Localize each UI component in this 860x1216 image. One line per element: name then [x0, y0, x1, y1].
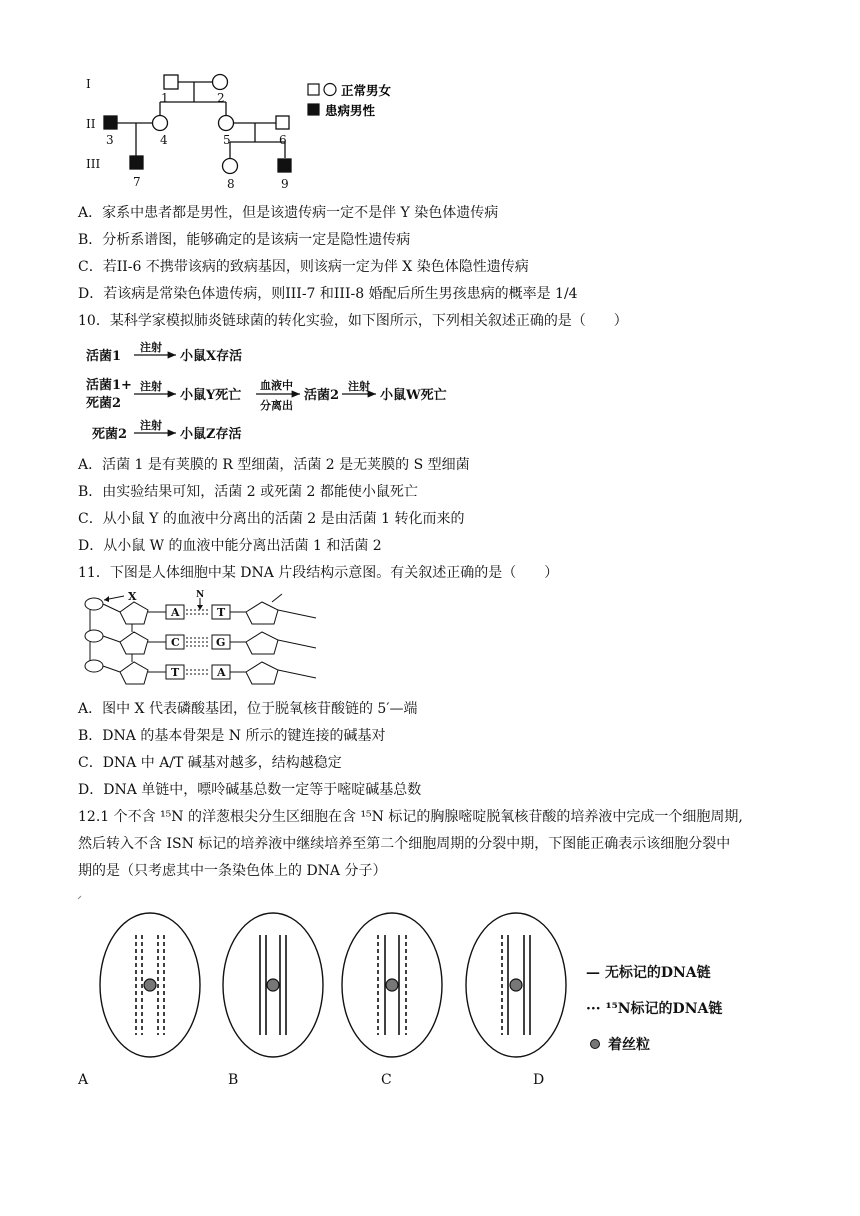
q10-option-c: C．从小鼠 Y 的血液中分离出的活菌 2 是由活菌 1 转化而来的 — [78, 511, 465, 527]
centromere-b — [267, 979, 279, 991]
dna-base-right-1: T — [217, 606, 226, 619]
q12-choice-b: B — [228, 1072, 239, 1088]
flow-row2-sep-a: 血液中 — [260, 379, 293, 392]
legend-affected-label: 患病男性 — [325, 103, 376, 118]
legend-unlabeled: — 无标记的DNA链 — [586, 965, 711, 981]
transformation-flow-diagram — [84, 338, 464, 450]
gen-label-3: III — [86, 157, 101, 171]
flow-row3-from: 死菌2 — [92, 427, 128, 442]
flow-row2-inject2: 注射 — [348, 380, 370, 393]
dna-base-left-2: C — [171, 636, 180, 649]
q11-option-b: B．DNA 的基本骨架是 N 所示的键连接的碱基对 — [78, 728, 386, 744]
flow-row1-inject: 注射 — [140, 341, 162, 354]
centromere-d — [510, 979, 522, 991]
q10-option-b: B．由实验结果可知，活菌 2 或死菌 2 都能使小鼠死亡 — [78, 484, 418, 500]
q10-stem: 10．某科学家模拟肺炎链球菌的转化实验，如下图所示，下列相关叙述正确的是（ ） — [78, 313, 628, 329]
dna-label-x: X — [128, 590, 137, 603]
dna-structure-diagram — [82, 590, 322, 690]
dna-label-n: N — [196, 590, 205, 600]
flow-row2-to: 小鼠W死亡 — [380, 388, 447, 403]
ped-num-8: 8 — [227, 177, 235, 191]
ped-num-3: 3 — [106, 133, 114, 147]
pedigree-diagram — [80, 68, 410, 196]
flow-row3-inject: 注射 — [140, 419, 162, 432]
q12-choice-d: D — [533, 1072, 545, 1088]
ped-num-6: 6 — [279, 133, 287, 147]
flow-row3-to: 小鼠Z存活 — [180, 427, 242, 442]
flow-row2-from-a: 活菌1+ — [86, 378, 132, 393]
q10-option-a: A．活菌 1 是有荚膜的 R 型细菌，活菌 2 是无荚膜的 S 型细菌 — [78, 457, 470, 473]
ped-num-7: 7 — [133, 175, 141, 189]
q11-option-a: A．图中 X 代表磷酸基团，位于脱氧核苷酸链的 5′—端 — [78, 701, 418, 717]
q12-stem-line2: 然后转入不含 ISN 标记的培养液中继续培养至第二个细胞周期的分裂中期，下图能正确表示该细胞分裂中 — [78, 836, 731, 852]
q9-option-a: A．家系中患者都是男性，但是该遗传病一定不是伴 Y 染色体遗传病 — [78, 205, 499, 221]
q11-stem: 11．下图是人体细胞中某 DNA 片段结构示意图。有关叙述正确的是（ ） — [78, 565, 559, 581]
flow-row2-inject: 注射 — [140, 380, 162, 393]
q12-stem-line1: 12.1 个不含 ¹⁵N 的洋葱根尖分生区细胞在含 ¹⁵N 标记的胸腺嘧啶脱氧核苷酸的培养液中完成一个细胞周期, — [78, 809, 743, 825]
q9-option-b: B．分析系谱图，能够确定的是该病一定是隐性遗传病 — [78, 232, 411, 248]
gen-label-2: II — [86, 117, 96, 131]
ped-num-9: 9 — [281, 177, 289, 191]
q9-option-d: D．若该病是常染色体遗传病，则III-7 和III-8 婚配后所生男孩患病的概率是 1/4 — [78, 286, 578, 302]
dna-base-left-1: A — [171, 606, 180, 619]
legend-centromere: 着丝粒 — [608, 1037, 650, 1053]
centromere-c — [386, 979, 398, 991]
flow-row1-to: 小鼠X存活 — [180, 349, 243, 364]
centromere-a — [144, 979, 156, 991]
ped-num-1: 1 — [161, 91, 169, 105]
q9-option-c: C．若II-6 不携带该病的致病基因，则该病一定为伴 X 染色体隐性遗传病 — [78, 259, 529, 275]
ped-num-5: 5 — [223, 133, 231, 147]
ped-num-4: 4 — [160, 133, 168, 147]
legend-labeled: ··· ¹⁵N标记的DNA链 — [586, 1001, 723, 1017]
q12-choice-a: A — [78, 1072, 89, 1088]
dna-base-right-3: A — [217, 666, 226, 679]
flow-row2-mid2: 活菌2 — [304, 388, 340, 403]
ped-num-2: 2 — [217, 91, 225, 105]
q11-option-c: C．DNA 中 A/T 碱基对越多，结构越稳定 — [78, 755, 342, 771]
legend-normal-label: 正常男女 — [341, 83, 392, 98]
dna-base-right-2: G — [216, 636, 226, 649]
cell-division-diagram — [78, 895, 723, 1085]
flow-row2-from-b: 死菌2 — [86, 396, 122, 411]
q12-stem-line3: 期的是（只考虑其中一条染色体上的 DNA 分子） — [78, 863, 387, 879]
flow-row2-sep-b: 分离出 — [260, 399, 293, 412]
flow-row2-mid: 小鼠Y死亡 — [180, 388, 242, 403]
q10-option-d: D．从小鼠 W 的血液中能分离出活菌 1 和活菌 2 — [78, 538, 382, 554]
legend-centromere-icon — [591, 1040, 600, 1049]
q12-choice-c: C — [381, 1072, 392, 1088]
flow-row1-from: 活菌1 — [86, 349, 122, 364]
gen-label-1: I — [86, 77, 91, 91]
dna-base-left-3: T — [171, 666, 180, 679]
q11-option-d: D．DNA 单链中，嘌呤碱基总数一定等于嘧啶碱基总数 — [78, 782, 422, 798]
